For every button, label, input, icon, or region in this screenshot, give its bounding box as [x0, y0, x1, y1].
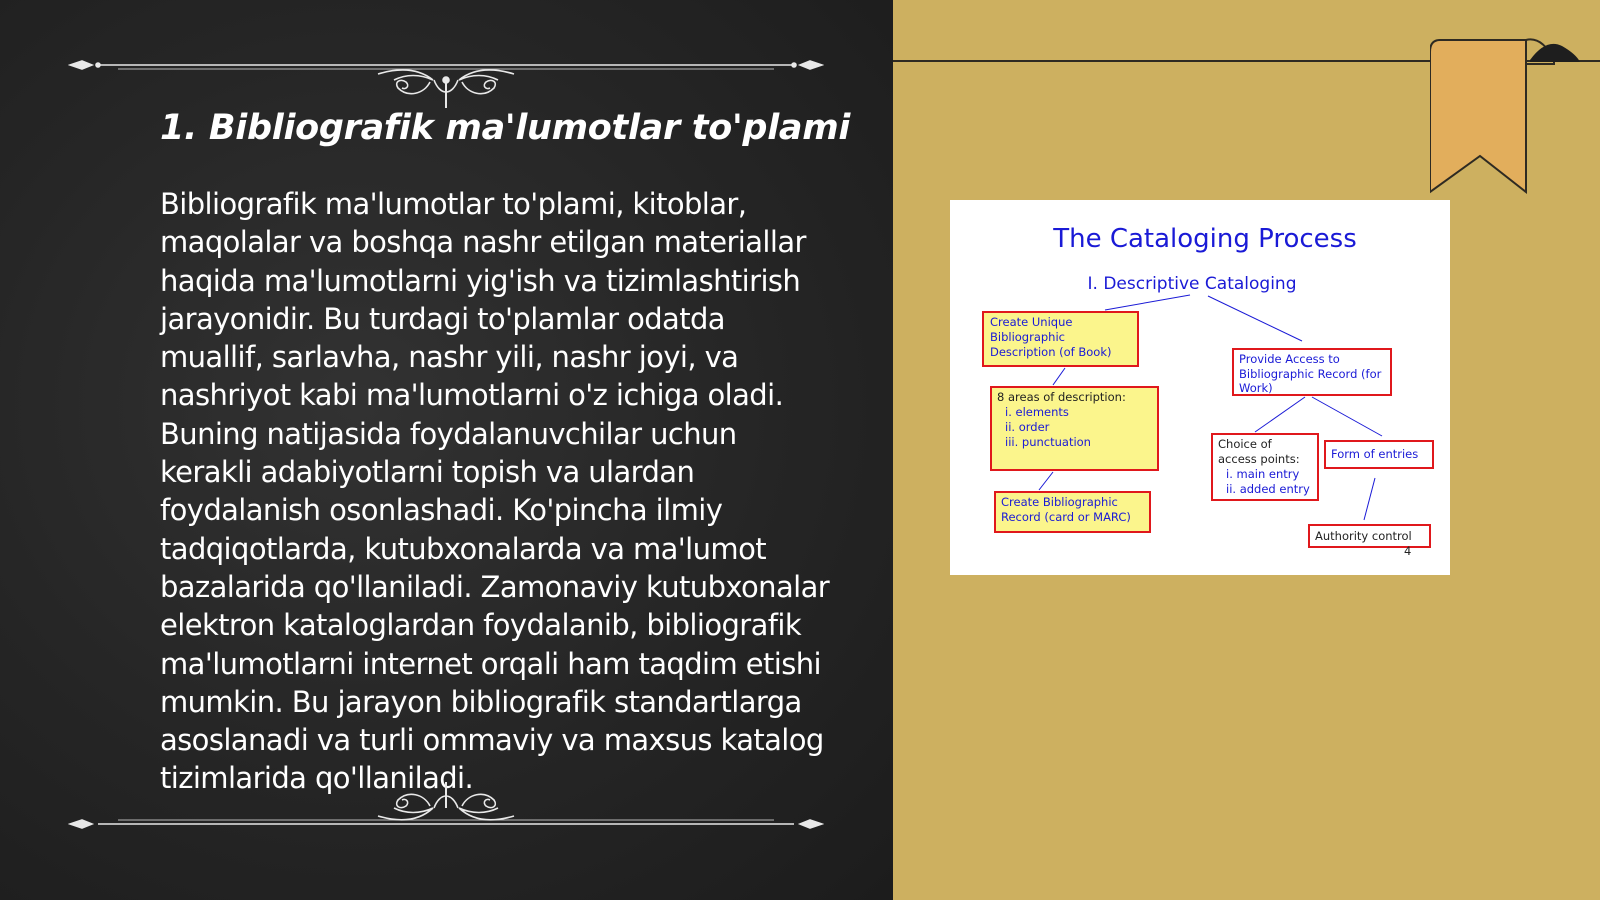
svg-text:iii. punctuation: iii. punctuation: [1005, 435, 1091, 449]
bottom-ornament-icon: [68, 780, 824, 850]
diagram-title: The Cataloging Process: [1053, 224, 1357, 254]
svg-text:Form of entries: Form of entries: [1331, 447, 1419, 461]
box-choice-of-access-points: [1212, 434, 1318, 500]
box-unique-description: [983, 312, 1138, 366]
svg-text:ii. order: ii. order: [1005, 420, 1050, 434]
svg-text:Description (of Book): Description (of Book): [990, 345, 1112, 359]
cataloging-diagram: [950, 200, 1450, 575]
box-create-record: [995, 492, 1150, 532]
svg-text:Record (card or MARC): Record (card or MARC): [1001, 510, 1131, 524]
svg-text:Choice of: Choice of: [1218, 437, 1272, 451]
svg-text:ii. added entry: ii. added entry: [1226, 482, 1310, 496]
svg-text:Provide Access to: Provide Access to: [1239, 352, 1340, 366]
bookmark-icon: [1430, 32, 1600, 202]
box-authority-control: [1309, 525, 1430, 547]
svg-text:Authority control: Authority control: [1315, 529, 1412, 543]
cataloging-diagram-graphic: [950, 200, 1450, 575]
slide-body-text: Bibliografik ma'lumotlar to'plami, kitoblar, maqolalar va boshqa nashr etilgan materiallar haqida ma'lumotlarni yig'ish va tizimlashtirish jarayonidir. Bu turdagi to'plamlar odatda muallif, sarlavha, nashr yili, nashr joyi, va nashriyot kabi ma'lumotlarni o'z ichiga oladi. Buning natijasida foydalanuvchilar uchun kerakli adabiyotlarni topish va ulardan foydalanish osonlashadi. Ko'pincha ilmiy tadqiqotlarda, kutubxonalarda va ma'lumot bazalarida qo'llaniladi. Zamonaviy kutubxonalar elektron kataloglardan foydalanib, bibliografik ma'lumotlarni internet orqali ham taqdim etishi mumkin. Bu jarayon bibliografik standartlarga asoslanadi va turli ommaviy va maxsus katalog tizimlarida qo'llaniladi.: [160, 187, 830, 796]
box-form-of-entries: [1325, 441, 1433, 468]
svg-text:Create Unique: Create Unique: [990, 315, 1073, 329]
svg-text:Bibliographic Record (for: Bibliographic Record (for: [1239, 367, 1382, 381]
svg-text:access points:: access points:: [1218, 452, 1300, 466]
diagram-page-number: 4: [1404, 544, 1412, 558]
diagram-subtitle: I. Descriptive Cataloging: [1087, 274, 1297, 294]
top-ornament-icon: [68, 38, 824, 108]
svg-text:i. main entry: i. main entry: [1226, 467, 1300, 481]
svg-text:Create Bibliographic: Create Bibliographic: [1001, 495, 1118, 509]
box-areas-of-description: [991, 387, 1158, 470]
svg-text:8 areas of description:: 8 areas of description:: [997, 390, 1126, 404]
slide-title: 1. Bibliografik ma'lumotlar to'plami: [160, 108, 851, 148]
svg-text:Bibliographic: Bibliographic: [990, 330, 1065, 344]
svg-text:Work): Work): [1239, 381, 1273, 395]
box-provide-access: [1233, 349, 1391, 395]
svg-text:i. elements: i. elements: [1005, 405, 1069, 419]
